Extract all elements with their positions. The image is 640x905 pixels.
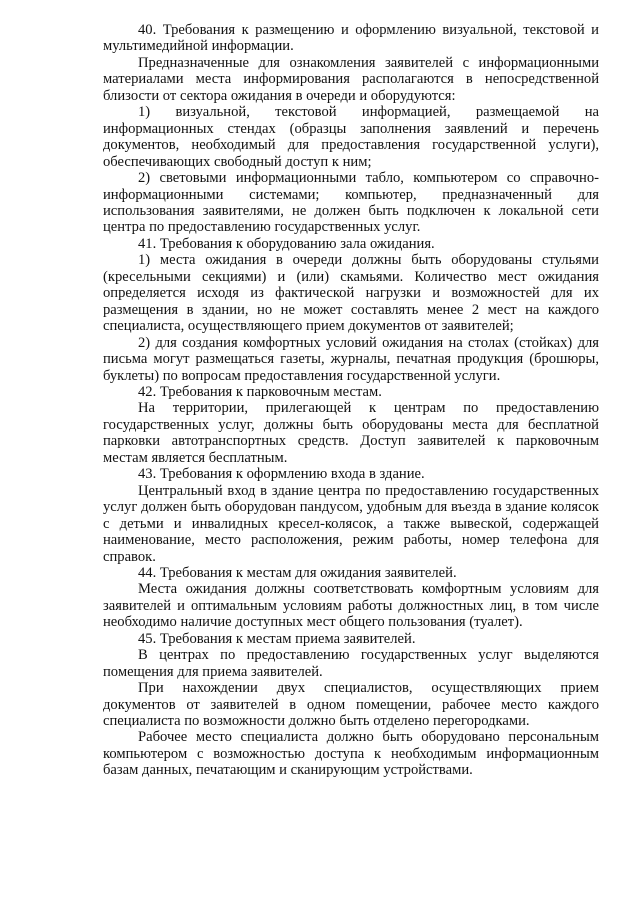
section-41-heading: 41. Требования к оборудованию зала ожидания. [138, 235, 435, 252]
section-45-body-3: Рабочее место специалиста должно быть оборудовано персональным компьютером с возможностью доступа к необходимым информационным базам данных, печатающим и сканирующим устройствами. [103, 729, 599, 779]
section-42-heading: 42. Требования к парковочным местам. [138, 383, 382, 400]
section-43-body: Центральный вход в здание центра по предоставлению государственных услуг должен быть оборудован пандусом, удобным для въезда в здание колясок с детьми и инвалидных кресел-колясок, а также вывеской, содержащей наименование, место расположения, режим работы, номер телефона для справок. [103, 482, 599, 565]
document-page [103, 22, 599, 779]
section-40-heading: 40. Требования к размещению и оформлению визуальной, текстовой и мультимедийной информации. [103, 22, 599, 55]
section-45-body-1: В центрах по предоставлению государственных услуг выделяются помещения для приема заявителей. [103, 647, 599, 680]
section-42-body: На территории, прилегающей к центрам по предоставлению государственных услуг, должны быть оборудованы места для бесплатной парковки автотранспортных средств. Доступ заявителей к парковочным местам является бесплатным. [103, 400, 599, 466]
section-45-body-2: При нахождении двух специалистов, осуществляющих прием документов от заявителей в одном помещении, рабочее место каждого специалиста по возможности должно быть отделено перегородками. [103, 680, 599, 730]
section-44-body: Места ожидания должны соответствовать комфортным условиям для заявителей и оптимальным условиям работы должностных лиц, в том числе необходимо наличие доступных мест общего пользования (туалет). [103, 581, 599, 631]
section-44-heading: 44. Требования к местам для ожидания заявителей. [138, 564, 457, 581]
section-40-item-1: 1) визуальной, текстовой информацией, размещаемой на информационных стендах (образцы заполнения заявлений и перечень документов, необходимый для предоставления государственной услуги), обеспечивающих свободный доступ к ним; [103, 104, 599, 170]
section-43-heading: 43. Требования к оформлению входа в здание. [138, 466, 425, 483]
section-40-intro: Предназначенные для ознакомления заявителей с информационными материалами места информирования располагаются в непосредственной близости от сектора ожидания в очереди и оборудуются: [103, 54, 599, 104]
section-41-item-1: 1) места ожидания в очереди должны быть оборудованы стульями (кресельными секциями) и (или) скамьями. Количество мест ожидания определяется исходя из фактической нагрузки и возможностей для их размещения в здании, но не может составлять менее 2 мест на каждого специалиста, осуществляющего прием документов от заявителей; [103, 252, 599, 335]
section-41-item-2: 2) для создания комфортных условий ожидания на столах (стойках) для письма могут размещаться газеты, журналы, печатная продукция (брошюры, буклеты) по вопросам предоставления государственной услуги. [103, 334, 599, 384]
section-40-item-2: 2) световыми информационными табло, компьютером со справочно-информационными системами; компьютер, предназначенный для использования заявителями, не должен быть подключен к локальной сети центра по предоставлению государственных услуг. [103, 170, 599, 236]
section-45-heading: 45. Требования к местам приема заявителей. [138, 630, 416, 647]
